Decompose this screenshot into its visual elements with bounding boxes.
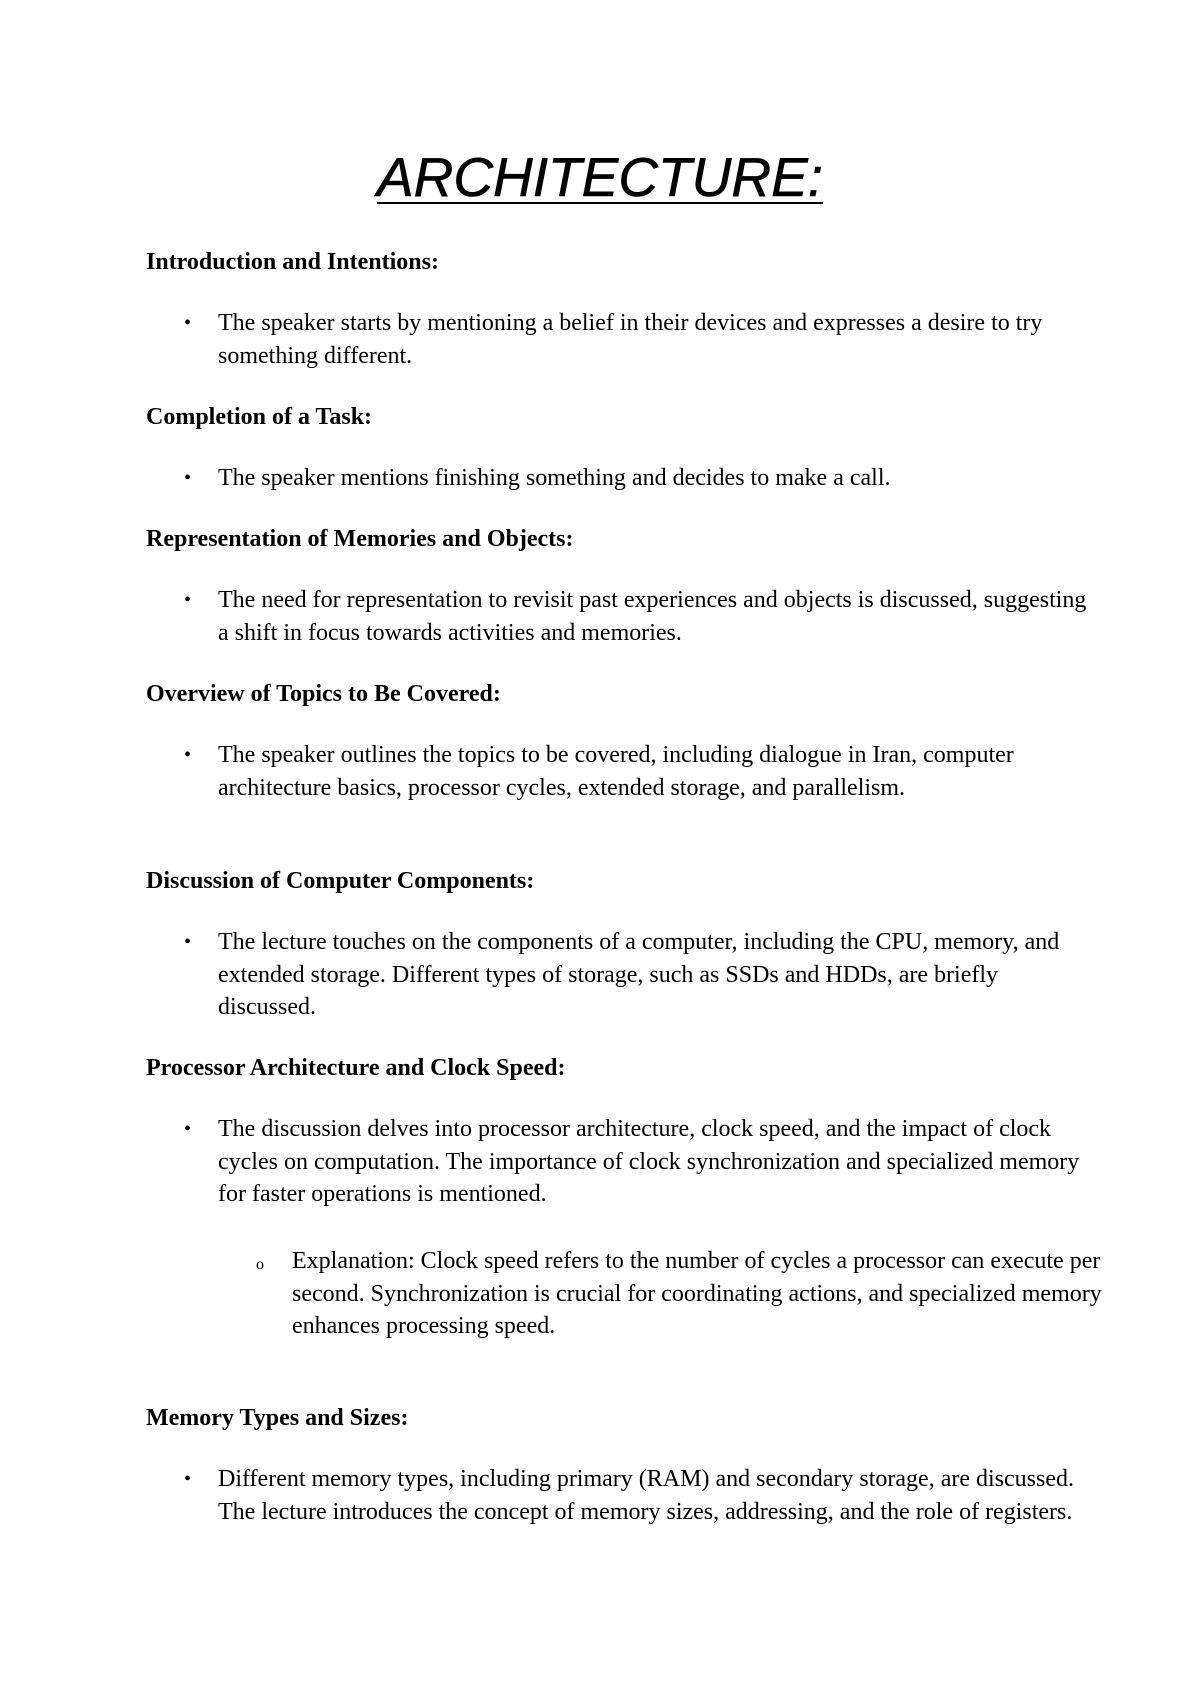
list-item-text: The lecture touches on the components of a computer, including the CPU, memory, and extended storage. Different types of storage, such as SSDs and HDDs, are briefly discussed.	[218, 929, 1060, 1021]
list-item-text: The speaker starts by mentioning a belief in their devices and expresses a desire to try something different.	[218, 310, 1043, 369]
section-heading: Overview of Topics to Be Covered:	[146, 681, 501, 707]
list-item-text: The discussion delves into processor architecture, clock speed, and the impact of clock cycles on computation. The importance of clock synchronization and specialized memory for faster operations is mentioned.	[218, 1116, 1080, 1208]
list-item-text: The speaker mentions finishing something and decides to make a call.	[218, 465, 891, 491]
section-heading: Representation of Memories and Objects:	[146, 526, 574, 552]
bullet-icon: •	[184, 931, 192, 953]
list-item	[184, 307, 1098, 372]
section-heading: Discussion of Computer Components:	[146, 868, 535, 894]
bullet-icon: •	[184, 744, 192, 766]
list-item-text: The speaker outlines the topics to be covered, including dialogue in Iran, computer architecture basics, processor cycles, extended storage, and parallelism.	[218, 742, 1014, 801]
document-title	[0, 144, 1200, 210]
list-item	[184, 462, 1098, 495]
bullet-icon: •	[184, 312, 192, 334]
circle-bullet-icon: o	[256, 1256, 264, 1273]
section-heading: Completion of a Task:	[146, 404, 373, 430]
list-item	[184, 1463, 1098, 1528]
document-title-text: ARCHITECTURE:	[376, 146, 824, 208]
bullet-icon: •	[184, 1118, 192, 1140]
bullet-icon: •	[184, 1468, 192, 1490]
section-heading: Memory Types and Sizes:	[146, 1405, 409, 1431]
list-item	[184, 1113, 1098, 1211]
bullet-icon: •	[184, 589, 192, 611]
list-item	[184, 584, 1098, 649]
section-heading: Processor Architecture and Clock Speed:	[146, 1055, 566, 1081]
list-item	[184, 739, 1098, 804]
sub-list-item-text: Explanation: Clock speed refers to the number of cycles a processor can execute per second. Synchronization is crucial for coordinating actions, and specialized memory enhances processing speed.	[292, 1248, 1102, 1340]
list-item-text: The need for representation to revisit past experiences and objects is discussed, suggesting a shift in focus towards activities and memories.	[218, 587, 1087, 646]
list-item-text: Different memory types, including primary (RAM) and secondary storage, are discussed. The lecture introduces the concept of memory sizes, addressing, and the role of registers.	[218, 1466, 1074, 1525]
section-heading: Introduction and Intentions:	[146, 249, 439, 275]
list-item	[184, 926, 1098, 1024]
bullet-icon: •	[184, 467, 192, 489]
sub-list-item	[256, 1245, 1112, 1343]
